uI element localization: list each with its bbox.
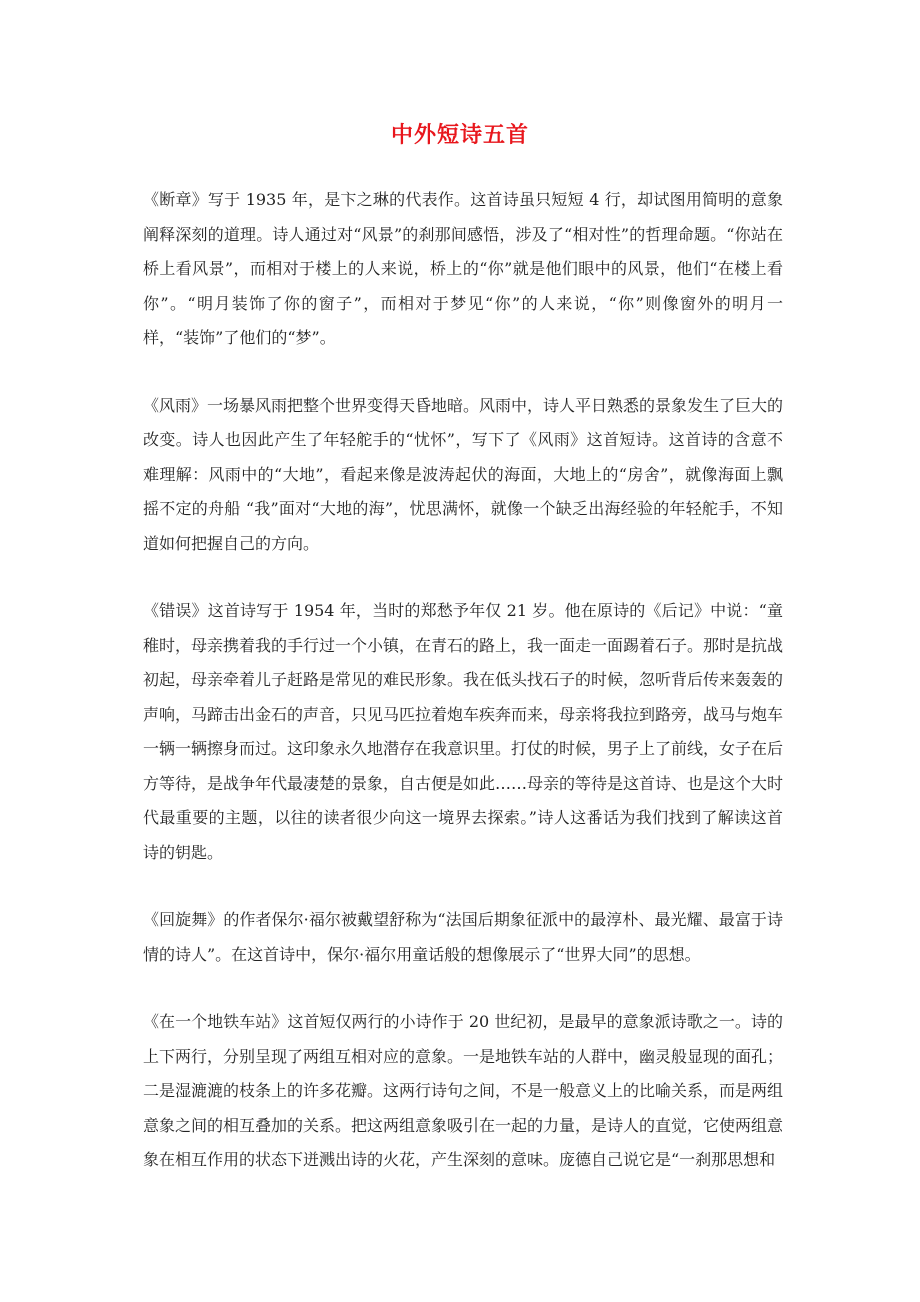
article-body [143, 183, 783, 1211]
page-title: 中外短诗五首 [390, 122, 529, 148]
paragraph-huixuanwu: 《回旋舞》的作者保尔·福尔被戴望舒称为“法国后期象征派中的最淳朴、最光耀、最富于诗情的诗人”。在这首诗中，保尔·福尔用童话般的想像展示了“世界大同”的思想。 [143, 910, 783, 964]
paragraph-ditie-chezhan: 《在一个地铁车站》这首短仅两行的小诗作于 20 世纪初，是最早的意象派诗歌之一。诗的上下两行，分别呈现了两组互相对应的意象。一是地铁车站的人群中，幽灵般显现的面孔；二是湿漉漉的枝条上的许多花瓣。这两行诗句之间，不是一般意义上的比喻关系，而是两组意象之间的相互叠加的关系。把这两组意象吸引在一起的力量，是诗人的直觉，它使两组意象在相互作用的状态下迸溅出诗的火花，产生深刻的意味。庞德自己说它是“一刹那思想和 [143, 1012, 784, 1169]
paragraph-cuowu: 《错误》这首诗写于 1954 年，当时的郑愁予年仅 21 岁。他在原诗的《后记》中说：“童稚时，母亲携着我的手行过一个小镇，在青石的路上，我一面走一面踢着石子。那时是抗战初起，母亲牵着儿子赶路是常见的难民形象。我在低头找石子的时候，忽听背后传来轰轰的声响，马蹄击出金石的声音，只见马匹拉着炮车疾奔而来，母亲将我拉到路旁，战马与炮车一辆一辆擦身而过。这印象永久地潜存在我意识里。打仗的时候，男子上了前线，女子在后方等待，是战争年代最凄楚的景象，自古便是如此……母亲的等待是这首诗、也是这个大时代最重要的主题，以往的读者很少向这一境界去探索。”诗人这番话为我们找到了解读这首诗的钥匙。 [143, 601, 784, 862]
paragraph-duanzhang: 《断章》写于 1935 年，是卞之琳的代表作。这首诗虽只短短 4 行，却试图用简明的意象阐释深刻的道理。诗人通过对“风景”的刹那间感悟，涉及了“相对性”的哲理命题。“你站在桥上看风景”，而相对于楼上的人来说，桥上的“你”就是他们眼中的风景，他们“在楼上看你”。“明月装饰了你的窗子”，而相对于梦见“你”的人来说，“你”则像窗外的明月一样，“装饰”了他们的“梦”。 [143, 190, 783, 347]
paragraph-fengyu: 《风雨》一场暴风雨把整个世界变得天昏地暗。风雨中，诗人平日熟悉的景象发生了巨大的改变。诗人也因此产生了年轻舵手的“忧怀”，写下了《风雨》这首短诗。这首诗的含意不难理解：风雨中的“大地”，看起来像是波涛起伏的海面，大地上的“房舍”，就像海面上飘摇不定的舟船 “我”面对“大地的海”，忧思满怀，就像一个缺乏出海经验的年轻舵手，不知道如何把握自己的方向。 [143, 395, 784, 553]
